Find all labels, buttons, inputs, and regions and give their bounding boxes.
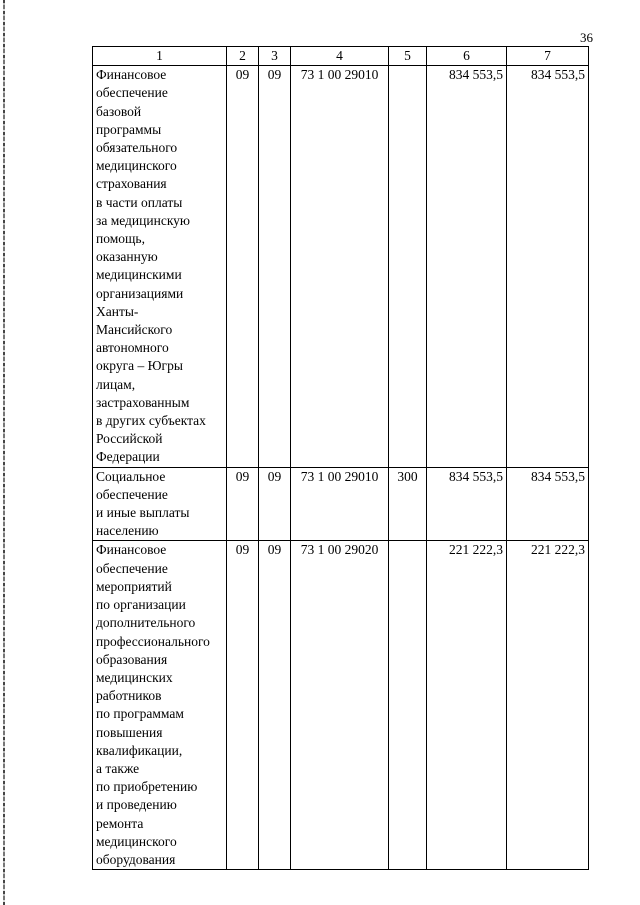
header-cell-6: 6 <box>427 47 507 66</box>
row-subsection: 09 <box>259 467 291 541</box>
row-amount-2: 221 222,3 <box>507 541 589 870</box>
row-name: Финансовое обеспечение базовой программы обязательного медицинского страхования в части оплаты за медицинскую помощь, оказанную медицинскими организациями Ханты- Мансийского автономного округа – Югры лицам, застрахованным в других субъектах Российской Федерации <box>93 66 227 467</box>
row-amount-1: 221 222,3 <box>427 541 507 870</box>
row-target-article: 73 1 00 29010 <box>291 467 389 541</box>
row-amount-2: 834 553,5 <box>507 66 589 467</box>
budget-table <box>92 46 589 870</box>
header-cell-1: 1 <box>93 47 227 66</box>
row-subsection: 09 <box>259 541 291 870</box>
header-cell-4: 4 <box>291 47 389 66</box>
scan-edge-artifact <box>3 0 5 905</box>
row-section: 09 <box>227 467 259 541</box>
header-row <box>93 47 589 66</box>
row-name: Финансовое обеспечение мероприятий по организации дополнительного профессионального образования медицинских работников по программам повышения квалификации, а также по приобретению и проведению ремонта медицинского оборудования <box>93 541 227 870</box>
header-cell-2: 2 <box>227 47 259 66</box>
table-row <box>93 467 589 541</box>
header-cell-3: 3 <box>259 47 291 66</box>
row-expense-type <box>389 541 427 870</box>
row-name: Социальное обеспечение и иные выплаты населению <box>93 467 227 541</box>
table-row <box>93 66 589 467</box>
page-number: 36 <box>580 30 593 45</box>
row-expense-type <box>389 66 427 467</box>
header-cell-7: 7 <box>507 47 589 66</box>
table-row <box>93 541 589 870</box>
row-target-article: 73 1 00 29010 <box>291 66 389 467</box>
row-section: 09 <box>227 541 259 870</box>
row-subsection: 09 <box>259 66 291 467</box>
header-cell-5: 5 <box>389 47 427 66</box>
row-target-article: 73 1 00 29020 <box>291 541 389 870</box>
row-section: 09 <box>227 66 259 467</box>
row-expense-type: 300 <box>389 467 427 541</box>
row-amount-2: 834 553,5 <box>507 467 589 541</box>
row-amount-1: 834 553,5 <box>427 467 507 541</box>
row-amount-1: 834 553,5 <box>427 66 507 467</box>
